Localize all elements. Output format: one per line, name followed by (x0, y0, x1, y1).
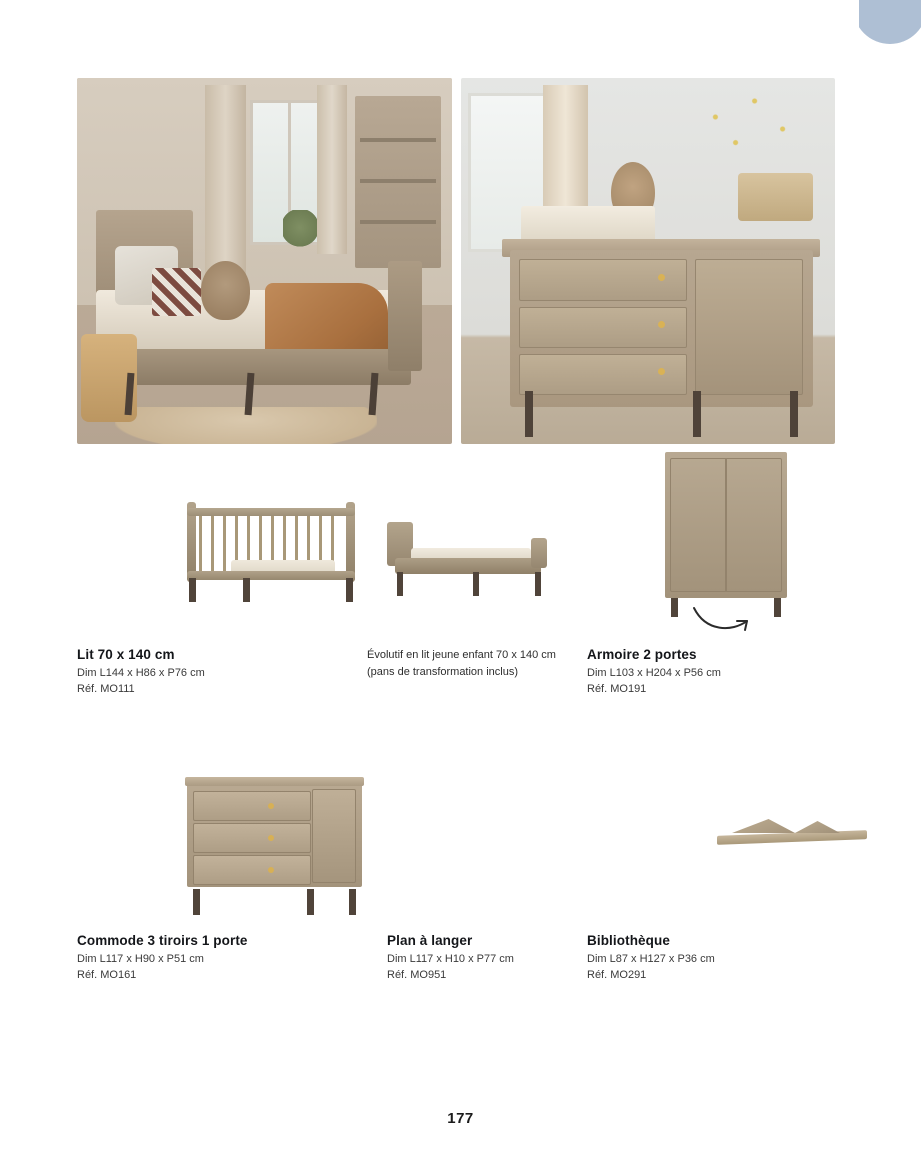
hero-gallery (77, 78, 845, 444)
product-title: Commode 3 tiroirs 1 porte (77, 933, 248, 948)
product-row-1 (77, 452, 845, 702)
hero-photo-bedroom (77, 78, 452, 444)
corner-blob-icon (859, 0, 921, 44)
wardrobe-icon (587, 452, 845, 647)
product-title: Lit 70 x 140 cm (77, 647, 175, 662)
product-reference: Réf. MO161 (77, 968, 137, 981)
cot-bed-icon (77, 452, 367, 647)
changing-board-icon (387, 755, 587, 933)
page-number: 177 (447, 1110, 474, 1127)
product-card-commode[interactable] (77, 755, 387, 984)
product-dimensions: Dim L103 x H204 x P56 cm (587, 667, 721, 679)
product-title: Plan à langer (387, 933, 473, 948)
dresser-icon (77, 755, 387, 933)
corner-decoration (859, 0, 921, 50)
product-dimensions: Dim L87 x H127 x P36 cm (587, 953, 715, 965)
product-title: Armoire 2 portes (587, 647, 697, 662)
bookcase-icon (587, 755, 845, 933)
evolutif-note-line-2: (pans de transformation inclus) (367, 665, 519, 678)
evolutif-note-line-1: Évolutif en lit jeune enfant 70 x 140 cm (367, 649, 556, 661)
product-dimensions: Dim L144 x H86 x P76 cm (77, 667, 205, 679)
junior-bed-icon (367, 452, 587, 647)
hero-photo-changing-table (461, 78, 835, 444)
product-reference: Réf. MO291 (587, 968, 647, 981)
product-row-2 (77, 755, 845, 995)
product-card-lit-70-140[interactable] (77, 452, 367, 698)
product-dimensions: Dim L117 x H10 x P77 cm (387, 953, 514, 965)
product-card-plan-a-langer[interactable] (387, 755, 587, 984)
product-title: Bibliothèque (587, 933, 670, 948)
product-card-bibliotheque[interactable] (587, 755, 845, 984)
product-card-armoire[interactable] (587, 452, 845, 698)
product-dimensions: Dim L117 x H90 x P51 cm (77, 953, 204, 965)
product-reference: Réf. MO191 (587, 682, 647, 695)
product-reference: Réf. MO951 (387, 968, 447, 981)
product-card-evolutif[interactable] (367, 452, 587, 680)
product-reference: Réf. MO111 (77, 682, 135, 695)
